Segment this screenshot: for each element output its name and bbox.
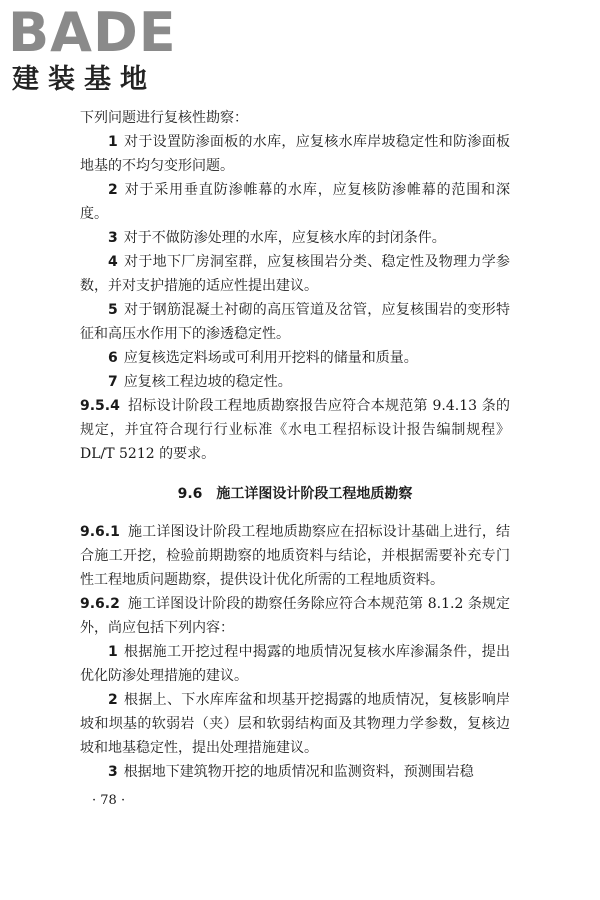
- list1-item: [80, 226, 510, 250]
- clause-number: 9.5.4: [80, 398, 120, 414]
- clause-9-6-2: [80, 592, 510, 640]
- item-number: 3: [108, 230, 118, 246]
- list1-item: [80, 250, 510, 298]
- item-text: 应复核工程边坡的稳定性。: [123, 374, 292, 390]
- clause-9-6-1: [80, 520, 510, 592]
- clause-text: 施工详图设计阶段工程地质勘察应在招标设计基础上进行，结合施工开挖，检验前期勘察的地质资料与结论，并根据需要补充专门性工程地质问题勘察，提供设计优化所需的工程地质资料。: [80, 524, 510, 588]
- logo-subtitle: 建装基地: [12, 64, 156, 95]
- clause-text: 施工详图设计阶段的勘察任务除应符合本规范第 8.1.2 条规定外，尚应包括下列内容：: [80, 596, 510, 636]
- clause-number: 9.6.1: [80, 524, 120, 540]
- item-text: 应复核选定料场或可利用开挖料的储量和质量。: [123, 350, 418, 366]
- list2-item: [80, 760, 510, 784]
- item-text: 根据上、下水库库盆和坝基开挖揭露的地质情况，复核影响岸坡和坝基的软弱岩（夹）层和软弱结构面及其物理力学参数，复核边坡和地基稳定性，提出处理措施建议。: [80, 692, 510, 756]
- item-text: 根据地下建筑物开挖的地质情况和监测资料，预测围岩稳: [123, 764, 474, 780]
- list1-item: [80, 130, 510, 178]
- intro-line: 下列问题进行复核性勘察：: [80, 110, 248, 126]
- item-text: 对于不做防渗处理的水库，应复核水库的封闭条件。: [123, 230, 446, 246]
- clause-text: 招标设计阶段工程地质勘察报告应符合本规范第 9.4.13 条的规定，并宜符合现行行业标准《水电工程招标设计报告编制规程》DL/T 5212 的要求。: [80, 398, 510, 462]
- item-number: 4: [108, 254, 118, 270]
- list1-item: [80, 298, 510, 346]
- clause-9-5-4: [80, 394, 510, 466]
- list1-item: [80, 178, 510, 226]
- section-number: 9.6: [177, 486, 203, 502]
- list2-item: [80, 688, 510, 760]
- list2-item: [80, 640, 510, 688]
- list1-item: [80, 346, 510, 370]
- list1-item: [80, 370, 510, 394]
- item-number: 7: [108, 374, 118, 390]
- item-number: 2: [108, 692, 118, 708]
- section-heading: [80, 482, 510, 506]
- item-text: 对于钢筋混凝土衬砌的高压管道及岔管，应复核围岩的变形特征和高压水作用下的渗透稳定性。: [80, 302, 510, 342]
- item-text: 根据施工开挖过程中揭露的地质情况复核水库渗漏条件，提出优化防渗处理措施的建议。: [80, 644, 510, 684]
- clause-number: 9.6.2: [80, 596, 120, 612]
- item-text: 对于设置防渗面板的水库，应复核水库岸坡稳定性和防渗面板地基的不均匀变形问题。: [80, 134, 510, 174]
- item-number: 3: [108, 764, 118, 780]
- item-text: 对于地下厂房洞室群，应复核围岩分类、稳定性及物理力学参数，并对支护措施的适应性提出建议。: [80, 254, 510, 294]
- item-number: 1: [108, 644, 118, 660]
- bade-logo: [8, 1, 188, 98]
- item-number: 2: [108, 182, 118, 198]
- item-number: 6: [108, 350, 118, 366]
- page-number: · 78 ·: [92, 793, 126, 808]
- item-number: 5: [108, 302, 118, 318]
- document-body: [80, 106, 510, 784]
- section-title: 施工详图设计阶段工程地质勘察: [216, 486, 413, 502]
- logo-wordmark: BADE: [8, 1, 177, 64]
- item-text: 对于采用垂直防渗帷幕的水库，应复核防渗帷幕的范围和深度。: [80, 182, 510, 222]
- item-number: 1: [108, 134, 118, 150]
